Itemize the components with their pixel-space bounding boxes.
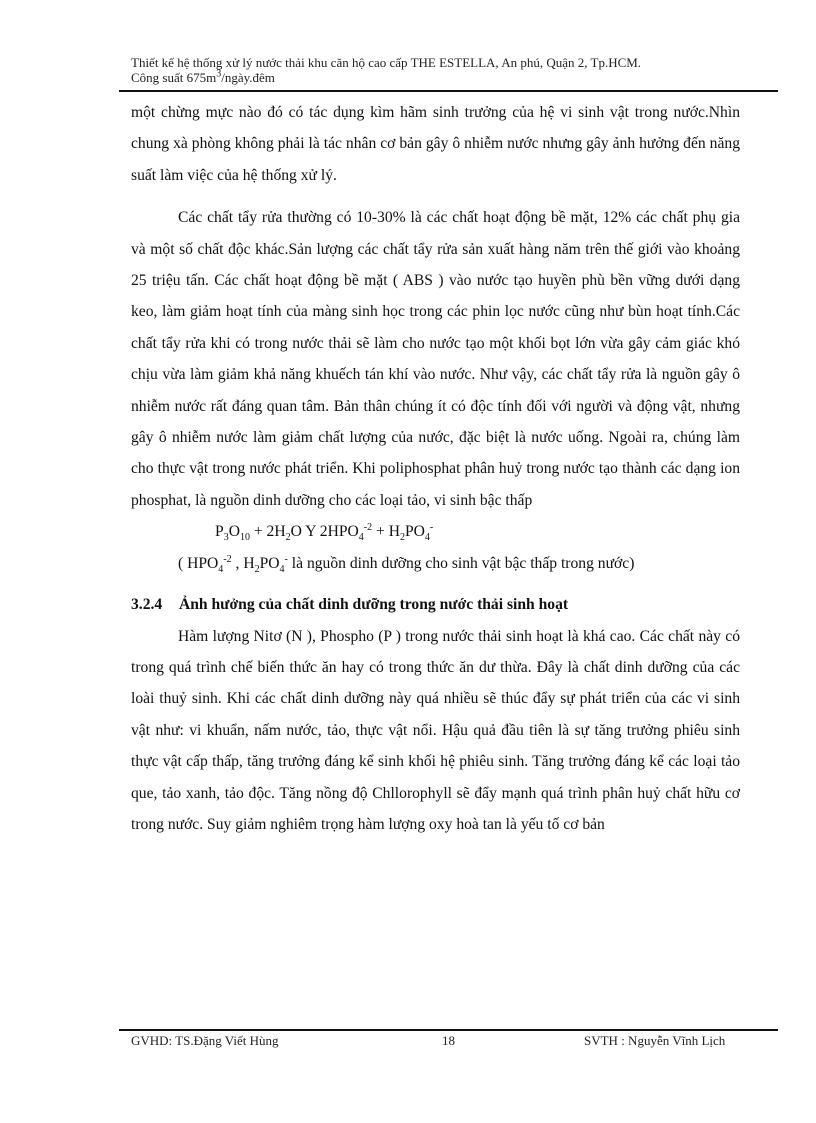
paragraph-continuation: một chừng mực nào đó có tác dụng kìm hãm sinh trưởng của hệ vi sinh vật trong nước.Nhìn chung xà phòng không phải là tác nhân cơ bản gây ô nhiễm nước nhưng gây ảnh hưởng đến năng suất làm việc của hệ thống xử lý.: [131, 104, 740, 184]
header-title: Thiết kế hệ thống xử lý nước thải khu căn hộ cao cấp THE ESTELLA, An phú, Quận 2, Tp.HCM.: [131, 55, 642, 70]
footer-student: SVTH : Nguyễn Vĩnh Lịch: [584, 1033, 726, 1048]
section-number: 3.2.4: [131, 596, 163, 614]
footer-divider: [119, 1029, 778, 1031]
paragraph-nutrients: Hàm lượng Nitơ (N ), Phospho (P ) trong nước thải sinh hoạt là khá cao. Các chất này có trong quá trình chế biến thức ăn hay có trong thức ăn dư thừa. Đây là chất dinh dưỡng của các loài thuỷ sinh. Khi các chất dinh dưỡng này quá nhiều sẽ thúc đẩy sự phát triển của các vi sinh vật như: vi khuẩn, nấm nước, tảo, thực vật nổi. Hậu quả đầu tiên là sự tăng trưởng phiêu sinh thực vật cấp thấp, tăng trưởng đáng kể sinh khối hệ phiêu sinh. Tăng trưởng đáng kể các loại tảo que, tảo xanh, tảo độc. Tăng nồng độ Chllorophyll sẽ đẩy mạnh quá trình phân huỷ chất hữu cơ trong nước. Suy giảm nghiêm trọng hàm lượng oxy hoà tan là yếu tố cơ bản: [131, 627, 740, 833]
section-title: Ảnh hưởng của chất dinh dưỡng trong nước thải sinh hoạt: [179, 596, 569, 614]
footer-advisor: GVHD: TS.Đặng Viết Hùng: [131, 1033, 279, 1048]
page-header: [131, 55, 781, 85]
chemical-formula: $P_3O_{10} + 2H_2O$ Y $2HPO_4^{-2} + H_2PO_4^-$: [215, 522, 434, 544]
paragraph-detergents: Các chất tẩy rửa thường có 10-30% là các chất hoạt động bề mặt, 12% các chất phụ gia và một số chất độc khác.Sản lượng các chất tẩy rửa sản xuất hàng năm trên thế giới vào khoảng 25 triệu tấn. Các chất hoạt động bề mặt ( ABS ) vào nước tạo huyền phù bền vững dưới dạng keo, làm giảm hoạt tính của màng sinh học trong các phin lọc nước cũng như bùn hoạt tính.Các chất tẩy rửa khi có trong nước thải sẽ làm cho nước tạo một khối bọt lớn vừa gây cảm giác khó chịu vừa làm giảm khả năng khuếch tán khí vào nước. Như vậy, các chất tẩy rửa là nguồn gây ô nhiễm nước rất đáng quan tâm. Bản thân chúng ít có độc tính đối với người và động vật, nhưng gây ô nhiễm nước làm giảm chất lượng của nước, đặc biệt là nước uống. Ngoài ra, chúng làm cho thực vật trong nước phát triển. Khi poliphosphat phân huỷ trong nước tạo thành các dạng ion phosphat, là nguồn dinh dưỡng cho các loại tảo, vi sinh bậc thấp: [131, 209, 740, 509]
header-capacity: Công suất $675m^3/ngày.đêm$: [131, 68, 275, 85]
section-heading: [131, 589, 740, 620]
header-divider: [119, 90, 778, 92]
page-body: [131, 97, 740, 840]
page-number: 18: [442, 1033, 455, 1048]
formula-note: ( $HPO_4^{-2}$ , $H_2PO_4^-$ là nguồn dinh dưỡng cho sinh vật bậc thấp trong nước): [178, 553, 635, 575]
